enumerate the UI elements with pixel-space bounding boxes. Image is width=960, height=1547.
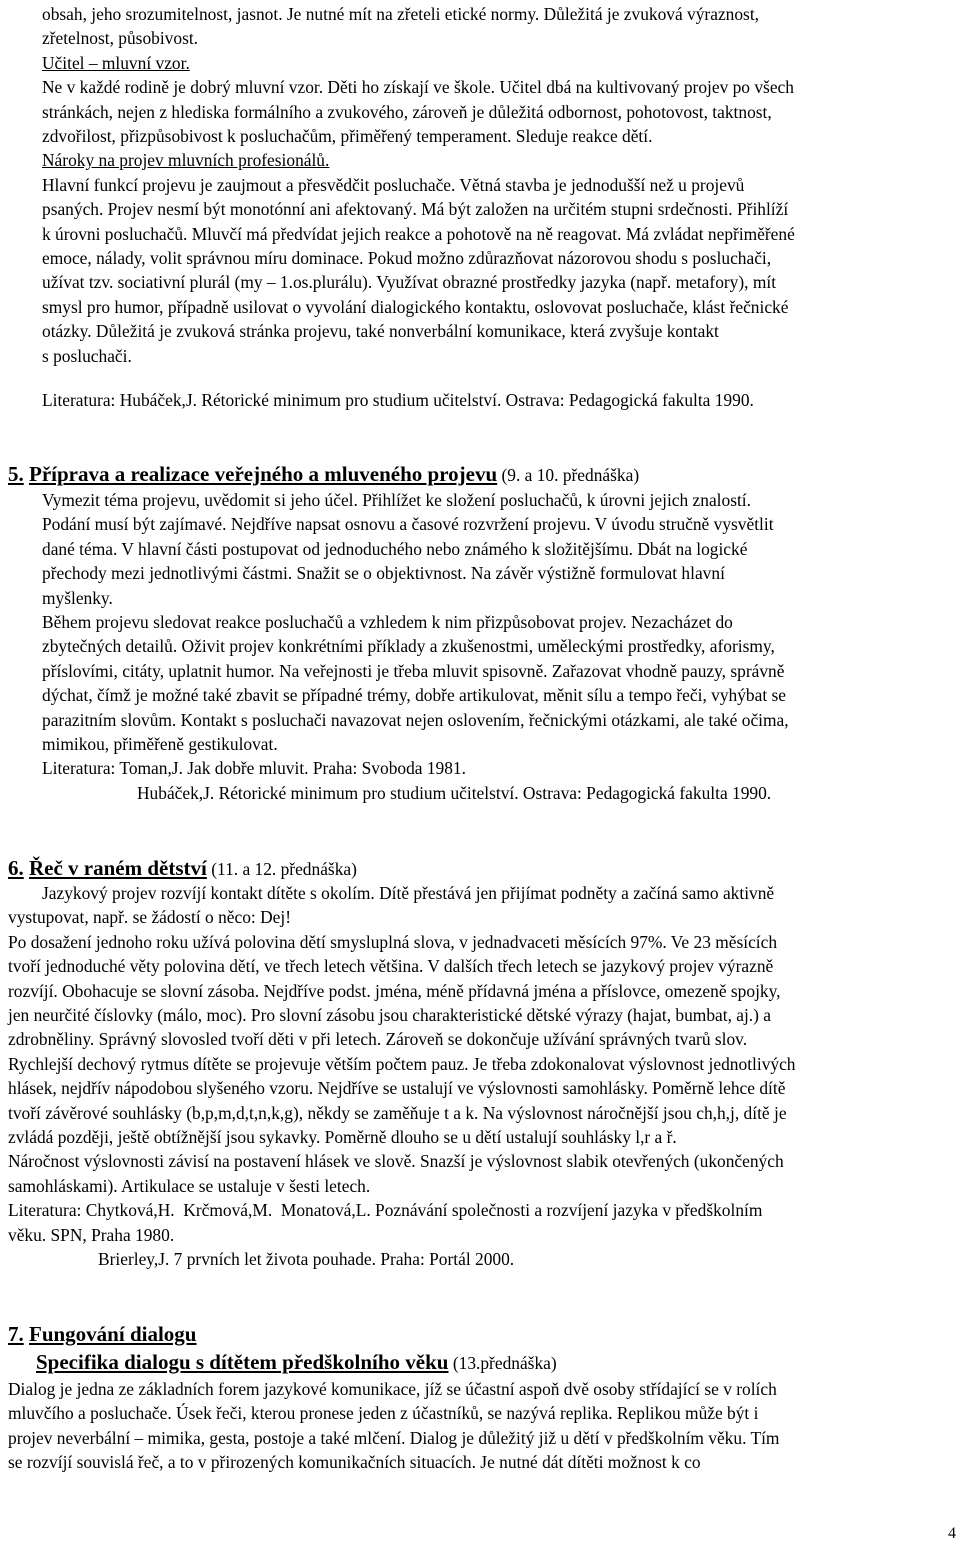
section-7-subheading: [36, 1350, 952, 1375]
text-line: Podání musí být zajímavé. Nejdříve napsat osnovu a časové rozvržení projevu. V úvodu stručně vysvětlit: [42, 514, 774, 535]
text-line: Dialog je jedna ze základních forem jazykové komunikace, jíž se účastní aspoň dvě osoby střídající se v rolích: [8, 1379, 777, 1399]
text-line: rozvíjí. Obohacuje se slovní zásoba. Nejdříve podst. jména, méně přídavná jména a příslovce, omezeně spojky,: [8, 980, 781, 1001]
section-number: 6.: [8, 856, 24, 880]
section-6-body: [8, 881, 958, 1272]
text-line: jen neurčité číslovky (málo, moc). Pro slovní zásobu jsou charakteristické dětské výrazy (hajat, bumbat, aj.) a: [8, 1005, 772, 1026]
section-5-body: [42, 488, 958, 805]
section-suffix: (11. a 12. přednáška): [206, 859, 357, 879]
text-line: zřetelnost, působivost.: [42, 28, 199, 49]
text-line: Během projevu sledovat reakce posluchačů a vzhledem k nim přizpůsobovat projev. Nezacházet do: [42, 612, 733, 633]
text-line: dané téma. V hlavní části postupovat od jednoduchého nebo známého k složitějšímu. Dbát na logické: [42, 538, 748, 559]
text-line: Vymezit téma projevu, uvědomit si jeho účel. Přihlížet ke složení posluchačů, k úrovni jejich znalostí.: [42, 490, 751, 510]
literature-line: [42, 388, 958, 412]
text-line: zvládá později, ještě obtížnější jsou sykavky. Poměrně dlouho se u dětí ustalují souhlásky l,r a ř.: [8, 1127, 677, 1148]
literature-text: Literatura: Hubáček,J. Rétorické minimum pro studium učitelství. Ostrava: Pedagogická fakulta 1990.: [42, 390, 754, 410]
text-line: s posluchači.: [42, 345, 132, 366]
text-line: vystupovat, např. se žádostí o něco: Dej!: [8, 907, 292, 928]
text-line: hlásek, nejdřív nápodobou slyšeného vzoru. Nejdříve se ustalují ve výslovnosti samohlásky. Poměrně lehce dítě: [8, 1078, 786, 1099]
text-line: tvoří jednoduché věty polovina dětí, ve třech letech většina. V dalších třech letech se jazykový projev výrazně: [8, 956, 774, 977]
text-line: užívat tzv. sociativní plurál (my – 1.os.plurálu). Využívat obrazné prostředky jazyka (např. metafory), mít: [42, 272, 777, 293]
text-line: zdrobněliny. Správný slovosled tvoří děti v při letech. Zároveň se dokončuje užívání správných tvarů slov.: [8, 1029, 748, 1050]
section-subtitle: Specifika dialogu s dítětem předškolního věku: [36, 1350, 449, 1374]
text-line: Rychlejší dechový rytmus dítěte se projevuje větším počtem pauz. Je třeba zdokonalovat výslovnost jednotlivých: [8, 1053, 796, 1074]
section-number: 5.: [8, 462, 24, 486]
text-line: Hlavní funkcí projevu je zaujmout a přesvědčit posluchače. Větná stavba je jednodušší než u projevů: [42, 174, 745, 195]
text-line: Po dosažení jednoho roku užívá polovina dětí smysluplná slova, v jednadvaceti měsících 97%. Ve 23 měsících: [8, 931, 778, 952]
text-line: k úrovni posluchačů. Mluvčí má předvídat jejich reakce a pohotově na ně reagovat. Má zvládat nepřiměřené: [42, 223, 795, 244]
text-line: mimikou, přiměřeně gestikulovat.: [42, 734, 278, 755]
text-line: Ne v každé rodině je dobrý mluvní vzor. Děti ho získají ve škole. Učitel dbá na kultivovaný projev po všech: [42, 77, 794, 98]
section-6-heading: [8, 856, 924, 881]
literature-extra: Brierley,J. 7 prvních let života pouhade. Praha: Portál 2000.: [98, 1249, 515, 1270]
text-line: samohláskami). Artikulace se ustaluje v šesti letech.: [8, 1175, 371, 1196]
section-7-body: [8, 1377, 958, 1475]
section-7-heading: [8, 1322, 924, 1347]
text-line: Náročnost výslovnosti závisí na postavení hlásek ve slově. Snazší je výslovnost slabik otevřených (ukončených: [8, 1151, 784, 1172]
text-line: zbytečných detailů. Oživit projev konkrétními příklady a zkušenostmi, uměleckými prostředky, aforismy,: [42, 636, 775, 657]
text-line: dýchat, čímž je možné také zbavit se případné trémy, dobře artikulovat, měnit sílu a tempo řeči, vyhýbat se: [42, 685, 787, 706]
text-line: otázky. Důležitá je zvuková stránka projevu, také nonverbální komunikace, která zvyšuje kontakt: [42, 321, 719, 342]
prof-heading: Nároky na projev mluvních profesionálů.: [42, 150, 330, 171]
section-title: Příprava a realizace veřejného a mluveného projevu: [29, 462, 498, 486]
intro-paragraph: [42, 2, 958, 368]
section-suffix: (13.přednáška): [448, 1353, 557, 1373]
text-line: mluvčího a posluchače. Úsek řeči, kterou pronese jeden z účastníků, se nazývá replika. Replikou může být i: [8, 1403, 759, 1424]
text-line: stránkách, nejen z hlediska formálního a zvukového, zároveň je důležitá odbornost, pohotovost, taktnost,: [42, 101, 772, 122]
section-5-heading: [8, 462, 924, 487]
text-line: přechody mezi jednotlivými částmi. Snažit se o objektivnost. Na závěr výstižně formulovat hlavní: [42, 563, 725, 584]
section-title: Řeč v raném dětství: [29, 856, 207, 880]
teacher-heading: Učitel – mluvní vzor.: [42, 52, 190, 73]
section-suffix: (9. a 10. přednáška): [497, 465, 640, 485]
text-line: smysl pro humor, případně usilovat o vyvolání dialogického kontaktu, oslovovat posluchače, klást řečnické: [42, 296, 789, 317]
text-line: příslovími, citáty, uplatnit humor. Na veřejnosti je třeba mluvit spisovně. Zařazovat vhodně pauzy, správně: [42, 660, 785, 681]
text-line: projev neverbální – mimika, gesta, postoje a také mlčení. Dialog je důležitý již u dětí v předškolním věku. Tím: [8, 1427, 780, 1448]
literature-extra: Hubáček,J. Rétorické minimum pro studium učitelství. Ostrava: Pedagogická fakulta 1990.: [137, 782, 772, 803]
text-line: Literatura: Toman,J. Jak dobře mluvit. Praha: Svoboda 1981.: [42, 758, 466, 779]
text-line: tvoří závěrové souhlásky (b,p,m,d,t,n,k,g), někdy se zaměňuje t a k. Na výslovnost náročnější jsou ch,h,j, dítě je: [8, 1102, 787, 1123]
text-line: se rozvíjí souvislá řeč, a to v přirozených komunikačních situacích. Je nutné dát dítěti možnost k co: [8, 1452, 701, 1473]
page-number: 4: [948, 1525, 956, 1542]
text-line: věku. SPN, Praha 1980.: [8, 1224, 175, 1245]
section-title: Fungování dialogu: [29, 1322, 197, 1346]
text-line: parazitním slovům. Kontakt s posluchači navazovat nejen oslovením, řečnickými otázkami, ale také očima,: [42, 709, 789, 730]
text-line: Literatura: Chytková,H. Krčmová,M. Monatová,L. Poznávání společnosti a rozvíjení jazyka v předškolním: [8, 1200, 763, 1221]
text-line: Jazykový projev rozvíjí kontakt dítěte s okolím. Dítě přestává jen přijímat podněty a začíná samo aktivně: [42, 883, 775, 903]
text-line: emoce, nálady, volit správnou míru dominace. Pokud možno zdůrazňovat názorovou shodu s posluchači,: [42, 248, 772, 269]
text-line: obsah, jeho srozumitelnost, jasnot. Je nutné mít na zřeteli etické normy. Důležitá je zvuková výraznost,: [42, 4, 759, 24]
text-line: myšlenky.: [42, 587, 113, 608]
text-line: psaných. Projev nesmí být monotónní ani afektovaný. Má být založen na určitém stupni srdečnosti. Přihlíží: [42, 199, 789, 220]
text-line: zdvořilost, přizpůsobivost k posluchačům, přiměřený temperament. Sleduje reakce dětí.: [42, 126, 653, 147]
section-number: 7.: [8, 1322, 24, 1346]
